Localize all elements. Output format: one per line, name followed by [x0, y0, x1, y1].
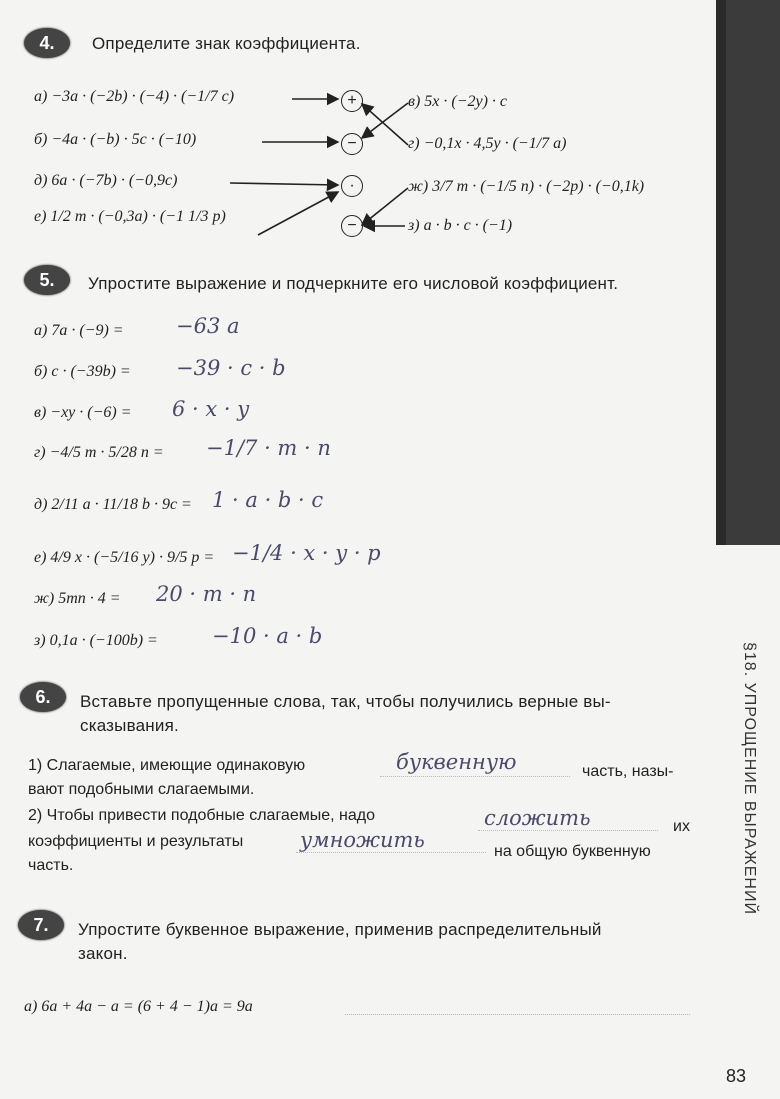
task-5-row-z: з) 0,1a · (−100b) =: [34, 632, 158, 649]
task-6-s2-fill2: умножить: [300, 828, 425, 852]
sign-circle-plus-2: ·: [341, 175, 363, 197]
task-5-row-zh: ж) 5mn · 4 =: [34, 590, 121, 607]
task-6-s2-part4: на общую буквенную: [494, 843, 651, 860]
task-4-left-b: б) −4a · (−b) · 5c · (−10): [34, 131, 197, 148]
task-5-answer-z: −10 · a · b: [212, 624, 323, 648]
task-5-answer-d: 1 · a · b · c: [212, 488, 324, 512]
task-7-answer-line: [345, 1014, 690, 1015]
task-6-badge: 6.: [20, 682, 66, 712]
task-5-title: Упростите выражение и подчеркните его числовой коэффициент.: [88, 274, 619, 293]
task-6-title-line1: Вставьте пропущенные слова, так, чтобы получились верные вы-: [80, 692, 611, 711]
task-5-row-g: г) −4/5 m · 5/28 n =: [34, 444, 164, 461]
task-5-badge: 5.: [24, 265, 70, 295]
task-7-title-line1: Упростите буквенное выражение, применив распределительный: [78, 920, 602, 939]
task-5-answer-zh: 20 · m · n: [156, 582, 257, 606]
task-5-row-b: б) c · (−39b) =: [34, 363, 131, 380]
task-7-title-line2: закон.: [78, 944, 128, 963]
task-4-right-v: в) 5x · (−2y) · c: [408, 93, 508, 110]
task-5-answer-e: −1/4 · x · y · p: [232, 541, 381, 565]
task-4-right-zh: ж) 3/7 m · (−1/5 n) · (−2p) · (−0,1k): [408, 178, 645, 195]
task-6-s1-blank: [380, 776, 570, 777]
task-6-s1-part2: часть, назы-: [582, 763, 674, 780]
section-side-title: §18. УПРОЩЕНИЕ ВЫРАЖЕНИЙ: [741, 642, 758, 915]
task-6-s1-part3: вают подобными слагаемыми.: [28, 781, 255, 798]
task-4-right-g: г) −0,1x · 4,5y · (−1/7 a): [408, 135, 567, 152]
task-6-s1-fill: буквенную: [396, 750, 517, 774]
task-6-s2-fill1: сложить: [484, 806, 591, 830]
task-6-s2-part1: 2) Чтобы привести подобные слагаемые, надо: [28, 807, 375, 824]
task-4-badge: 4.: [24, 28, 70, 58]
task-6-s2-blank1: [478, 830, 658, 831]
task-4-arrows: [0, 0, 780, 260]
task-5-answer-a: −63 a: [176, 314, 240, 338]
task-6-s1-part1: 1) Слагаемые, имеющие одинаковую: [28, 757, 306, 774]
task-6-s2-blank2: [296, 852, 486, 853]
task-4-right-z: з) a · b · c · (−1): [408, 217, 513, 234]
task-5-row-e: е) 4/9 x · (−5/16 y) · 9/5 p =: [34, 549, 215, 566]
sign-circle-minus-2: −: [341, 215, 363, 237]
task-4-left-e: е) 1/2 m · (−0,3a) · (−1 1/3 p): [34, 208, 226, 225]
task-5-answer-b: −39 · c · b: [176, 356, 286, 380]
sign-circle-plus: +: [341, 90, 363, 112]
task-7-badge: 7.: [18, 910, 64, 940]
task-5-answer-v: 6 · x · y: [172, 397, 250, 421]
task-4-left-a: а) −3a · (−2b) · (−4) · (−1/7 c): [34, 88, 235, 105]
page-number: 83: [726, 1066, 747, 1086]
task-6-s2-part5: часть.: [28, 857, 74, 874]
task-4-left-d: д) 6a · (−7b) · (−0,9c): [34, 172, 178, 189]
sign-circle-minus: −: [341, 133, 363, 155]
task-6-title-line2: сказывания.: [80, 716, 179, 735]
task-7-row-a: а) 6a + 4a − a = (6 + 4 − 1)a = 9a: [24, 998, 253, 1015]
task-5-row-d: д) 2/11 a · 11/18 b · 9c =: [34, 496, 192, 513]
task-4-title: Определите знак коэффициента.: [92, 34, 361, 53]
task-5-answer-g: −1/7 · m · n: [206, 436, 331, 460]
task-6-s2-part3: коэффициенты и результаты: [28, 833, 244, 850]
task-5-row-v: в) −xy · (−6) =: [34, 404, 132, 421]
task-5-row-a: а) 7a · (−9) =: [34, 322, 124, 339]
task-6-s2-part2: их: [673, 818, 690, 835]
